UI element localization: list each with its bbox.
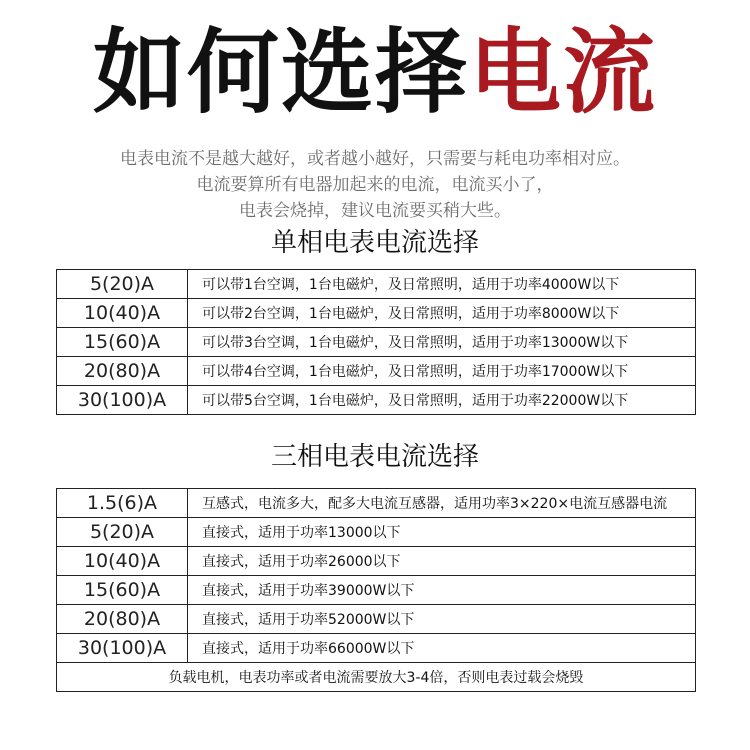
three-phase-title: 三相电表电流选择 — [270, 442, 479, 472]
table-row — [57, 634, 696, 663]
description-cell: 可以带1台空调，1台电磁炉，及日常照明，适用于功率4000W以下 — [188, 270, 696, 299]
current-rating-cell: 20(80)A — [57, 605, 188, 634]
current-rating-cell: 5(20)A — [57, 270, 188, 299]
description-cell: 直接式，适用于功率52000W以下 — [188, 605, 696, 634]
title-red-part: 电流 — [469, 19, 658, 126]
current-rating-cell: 30(100)A — [57, 386, 188, 415]
description-cell: 可以带5台空调，1台电磁炉，及日常照明，适用于功率22000W以下 — [188, 386, 696, 415]
table-row — [57, 328, 696, 357]
description-cell: 直接式，适用于功率39000W以下 — [188, 576, 696, 605]
description-cell: 直接式，适用于功率26000以下 — [188, 547, 696, 576]
three-phase-table — [56, 488, 696, 692]
description-cell: 互感式，电流多大，配多大电流互感器，适用功率3×220×电流互感器电流 — [188, 489, 696, 518]
current-rating-cell: 5(20)A — [57, 518, 188, 547]
current-rating-cell: 1.5(6)A — [57, 489, 188, 518]
table-row — [57, 386, 696, 415]
description-cell: 直接式，适用于功率13000以下 — [188, 518, 696, 547]
title-black-part: 如何选择 — [92, 19, 469, 126]
intro-line: 电表会烧掉，建议电流要买稍大些。 — [239, 201, 511, 221]
single-phase-title: 单相电表电流选择 — [270, 228, 479, 258]
table-row — [57, 299, 696, 328]
page-title — [0, 18, 750, 128]
table-row — [57, 547, 696, 576]
intro-paragraph — [0, 146, 750, 224]
description-cell: 可以带4台空调，1台电磁炉，及日常照明，适用于功率17000W以下 — [188, 357, 696, 386]
table-row — [57, 489, 696, 518]
intro-line: 电流要算所有电器加起来的电流，电流买小了， — [196, 175, 554, 195]
table-row — [57, 605, 696, 634]
table-row — [57, 270, 696, 299]
description-cell: 可以带3台空调，1台电磁炉，及日常照明，适用于功率13000W以下 — [188, 328, 696, 357]
intro-line: 电表电流不是越大越好，或者越小越好，只需要与耗电功率相对应。 — [120, 149, 630, 169]
single-phase-table — [56, 269, 696, 415]
current-rating-cell: 10(40)A — [57, 299, 188, 328]
current-rating-cell: 30(100)A — [57, 634, 188, 663]
current-rating-cell: 15(60)A — [57, 576, 188, 605]
current-rating-cell: 20(80)A — [57, 357, 188, 386]
description-cell: 直接式，适用于功率66000W以下 — [188, 634, 696, 663]
current-rating-cell: 15(60)A — [57, 328, 188, 357]
current-rating-cell: 10(40)A — [57, 547, 188, 576]
motor-load-note: 负载电机，电表功率或者电流需要放大3-4倍，否则电表过载会烧毁 — [57, 663, 696, 692]
table-row — [57, 518, 696, 547]
table-note-row — [57, 663, 696, 692]
description-cell: 可以带2台空调，1台电磁炉，及日常照明，适用于功率8000W以下 — [188, 299, 696, 328]
table-row — [57, 357, 696, 386]
table-row — [57, 576, 696, 605]
